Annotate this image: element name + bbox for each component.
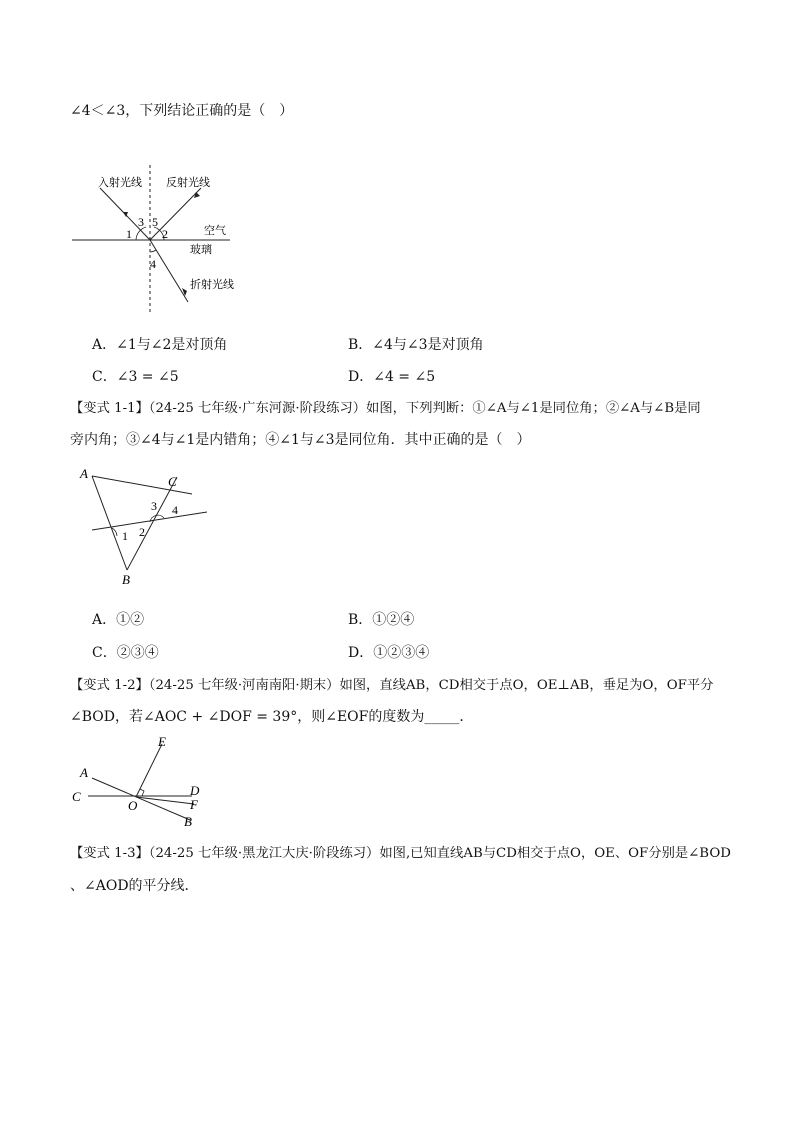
- q2-option-d: D．①②③④: [348, 645, 430, 661]
- angle-1-label-2: 1: [122, 529, 128, 543]
- line-label-c: C: [72, 789, 81, 804]
- q1-option-b: B．∠4与∠3是对顶角: [348, 337, 484, 353]
- q3-stem-line2: ∠BOD，若∠AOC + ∠DOF = 39°，则∠EOF的度数为_____．: [70, 709, 474, 725]
- q1-option-a: A．∠1与∠2是对顶角: [92, 337, 228, 353]
- angle-2-label-2: 2: [139, 525, 145, 539]
- q4-stem-line1: 【变式 1-3】（24-25 七年级·黑龙江大庆·阶段练习）如图,已知直线AB与CD相交于点O，OE、OF分别是∠BOD: [70, 846, 731, 861]
- glass-label: 玻璃: [190, 244, 212, 256]
- ray-label-e: E: [158, 734, 166, 749]
- q4-stem-line2: 、∠AOD的平分线．: [70, 878, 199, 894]
- air-label: 空气: [204, 225, 226, 237]
- angle-5-label: 5: [152, 215, 158, 229]
- q2-stem-line1: 【变式 1-1】（24-25 七年级·广东河源·阶段练习）如图，下列判断：①∠A与∠1是同位角；②∠A与∠B是同: [70, 401, 701, 416]
- line-label-d: D: [190, 783, 200, 798]
- triangle-figure: [72, 462, 212, 592]
- q3-stem-line1: 【变式 1-2】（24-25 七年级·河南南阳·期末）如图，直线AB，CD相交于点O，OE⊥AB，垂足为O，OF平分: [70, 678, 714, 693]
- q2-option-c: C．②③④: [92, 645, 159, 661]
- angle-3-label-2: 3: [151, 499, 157, 513]
- angle-3-label: 3: [138, 215, 144, 229]
- point-c-label: C: [168, 474, 177, 489]
- angle-4-label: 4: [150, 257, 156, 271]
- q1-option-d: D．∠4 = ∠5: [348, 369, 436, 385]
- incident-ray-label: 入射光线: [98, 177, 142, 189]
- refracted-ray-label: 折射光线: [190, 279, 234, 291]
- ray-label-f: F: [190, 797, 198, 812]
- intersecting-lines-figure: [70, 734, 220, 834]
- vertex-a-label: A: [80, 466, 88, 481]
- vertex-b-label: B: [122, 572, 130, 587]
- q2-stem-line2: 旁内角；③∠4与∠1是内错角；④∠1与∠3是同位角．其中正确的是（ ）: [70, 432, 531, 448]
- angle-2-label: 2: [162, 227, 168, 241]
- angle-4-label-2: 4: [172, 503, 178, 517]
- angle-1-label: 1: [126, 227, 132, 241]
- reflected-ray-label: 反射光线: [166, 177, 210, 189]
- q1-option-c: C．∠3 = ∠5: [92, 369, 179, 385]
- q1-stem: ∠4＜∠3，下列结论正确的是（ ）: [70, 103, 294, 119]
- point-label-o: O: [128, 798, 138, 813]
- refraction-figure: [68, 160, 238, 320]
- q2-option-b: B．①②④: [348, 612, 415, 628]
- line-label-a: A: [80, 765, 88, 780]
- line-label-b: B: [184, 814, 192, 829]
- q2-option-a: A．①②: [92, 612, 145, 628]
